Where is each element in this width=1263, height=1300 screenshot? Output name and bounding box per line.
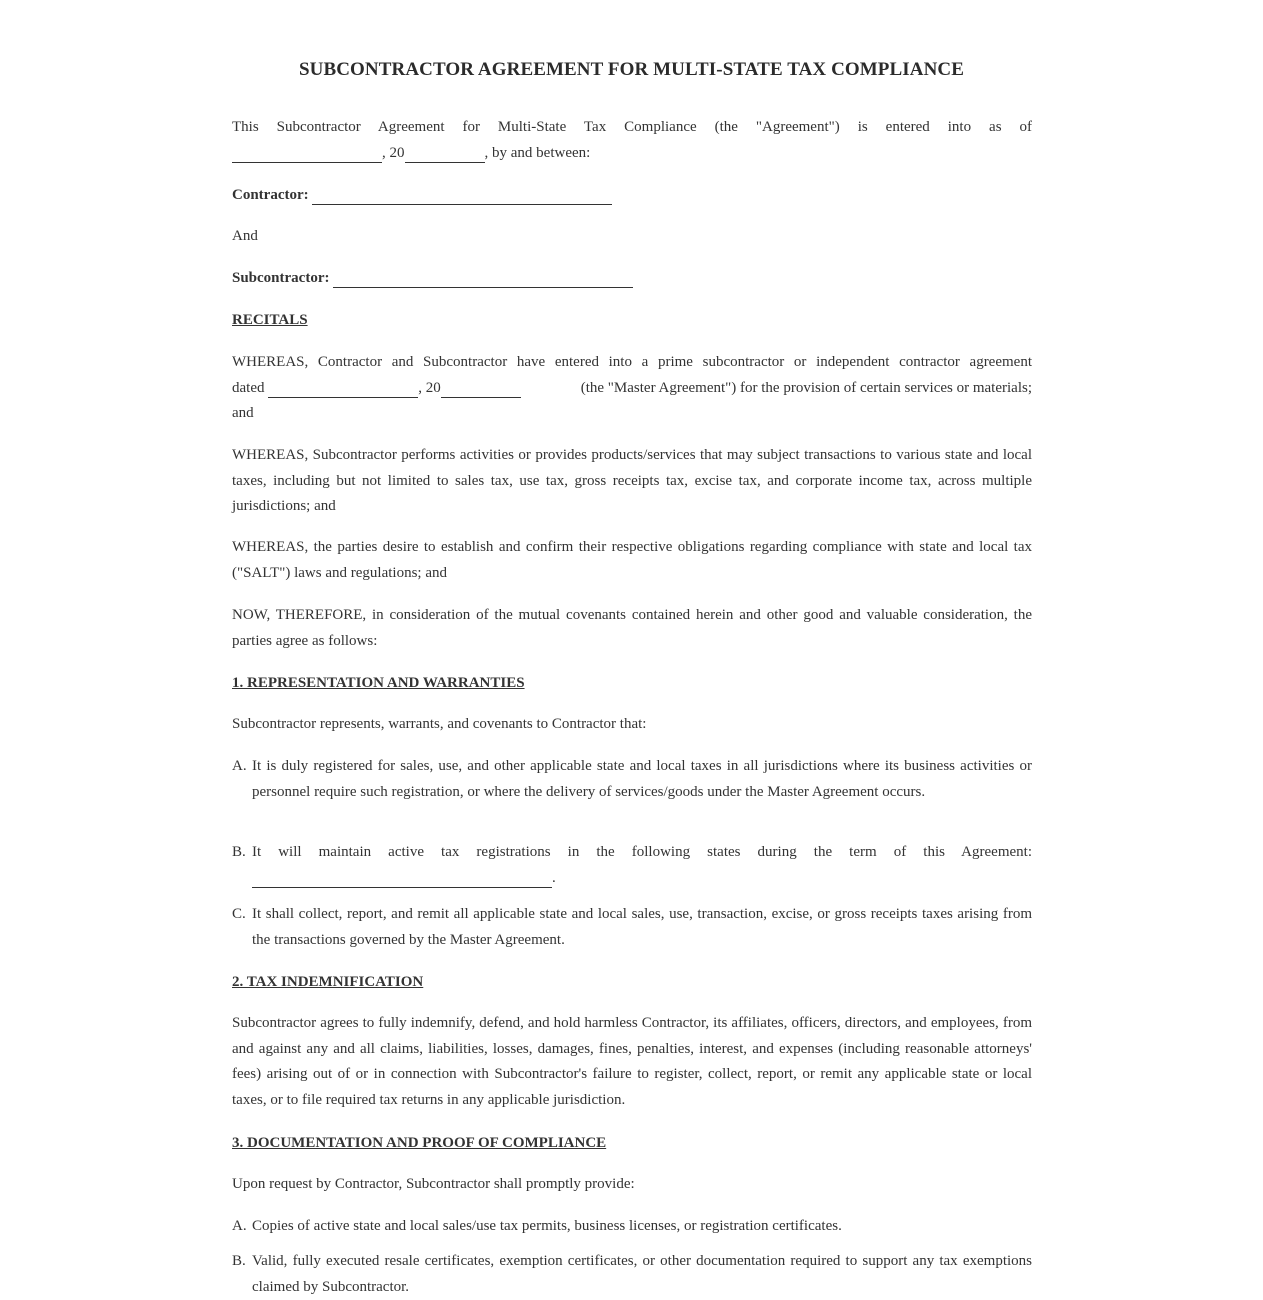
master-agreement-text: (the "Master Agreement") for the provision of certain services or materials; — [580, 379, 1032, 396]
dated-label: dated — [232, 379, 265, 396]
section-1-lead: Subcontractor represents, warrants, and covenants to Contractor that: — [232, 716, 647, 732]
section-1-item-b — [232, 840, 1032, 891]
whereas-1 — [232, 350, 1032, 427]
whereas-2: WHEREAS, Subcontractor performs activities or provides products/services that may subject transactions to various state and local taxes, including but not limited to sales tax, use tax, gross receipts tax, excise tax, and corporate income tax, across multiple jurisdictions; and — [232, 447, 1032, 515]
section-1-heading: 1. REPRESENTATION AND WARRANTIES — [232, 675, 525, 691]
section-3-item-a — [232, 1214, 1032, 1240]
item-text: Copies of active state and local sales/use tax permits, business licenses, or registration certificates. — [252, 1218, 842, 1234]
intro-text: This Subcontractor Agreement for Multi-State Tax Compliance (the "Agreement") is entered into as of — [232, 119, 1032, 135]
item-text: It is duly registered for sales, use, and other applicable state and local taxes in all jurisdictions where its business activities or personnel require such registration, or where the delivery of services/goods under the Master Agreement occurs. — [252, 758, 1032, 800]
whereas-1-line-2 — [232, 376, 1032, 402]
item-marker: B. — [232, 844, 246, 860]
subcontractor-label: Subcontractor: — [232, 270, 330, 286]
and-text: And — [232, 228, 258, 244]
document-title: SUBCONTRACTOR AGREEMENT FOR MULTI-STATE TAX COMPLIANCE — [298, 59, 965, 80]
subcontractor-line — [232, 266, 1032, 292]
section-3-item-b — [232, 1249, 1032, 1300]
item-end-period: . — [552, 869, 556, 886]
section-2-text: Subcontractor agrees to fully indemnify, defend, and hold harmless Contractor, its affiliates, officers, directors, and employees, from and against any and all claims, liabilities, losses, damages, fines, penalties, interest, and expenses (including reasonable attorneys' fees) arising out of or in connection with Subcontractor's failure to register, collect, report, or remit any applicable state or local taxes, or to file required tax returns in any applicable jurisdiction. — [232, 1015, 1032, 1108]
section-1-item-a — [232, 754, 1032, 805]
item-text: It shall collect, report, and remit all applicable state and local sales, use, transaction, excise, or gross receipts taxes arising from the transactions governed by the Master Agreement. — [252, 906, 1032, 948]
whereas-3: WHEREAS, the parties desire to establish and confirm their respective obligations regarding compliance with state and local tax ("SALT") laws and regulations; and — [232, 539, 1032, 581]
subcontractor-name-blank[interactable] — [333, 269, 633, 288]
contractor-line — [232, 183, 1032, 209]
section-3-lead: Upon request by Contractor, Subcontractor shall promptly provide: — [232, 1176, 635, 1192]
master-year-prefix: , 20 — [418, 379, 441, 396]
contractor-label: Contractor: — [232, 187, 309, 203]
section-2-heading: 2. TAX INDEMNIFICATION — [232, 974, 424, 990]
whereas-1-line-3: and — [232, 405, 254, 422]
master-year-blank[interactable] — [441, 379, 521, 398]
master-date-blank[interactable] — [268, 379, 418, 398]
contractor-name-blank[interactable] — [312, 186, 612, 205]
item-marker: C. — [232, 906, 246, 922]
section-1-item-c — [232, 902, 1032, 953]
item-marker: A. — [232, 1218, 247, 1234]
recitals-heading: RECITALS — [232, 312, 308, 328]
section-3-heading: 3. DOCUMENTATION AND PROOF OF COMPLIANCE — [232, 1135, 607, 1151]
intro-suffix: , by and between: — [484, 144, 591, 161]
intro-paragraph — [232, 115, 1032, 166]
item-text: Valid, fully executed resale certificates, exemption certificates, or other documentation required to support any tax exemptions claimed by Subcontractor. — [252, 1253, 1032, 1295]
whereas-1-line-1: WHEREAS, Contractor and Subcontractor have entered into a prime subcontractor or independent contractor agreement — [232, 354, 1032, 370]
date-blank[interactable] — [232, 144, 382, 163]
item-marker: A. — [232, 758, 247, 774]
states-blank[interactable] — [252, 869, 552, 888]
year-blank[interactable] — [405, 144, 485, 163]
item-text: It will maintain active tax registrations in the following states during the term of this Agreement: — [252, 844, 1032, 860]
intro-year-prefix: , 20 — [382, 144, 405, 161]
item-marker: B. — [232, 1253, 246, 1269]
now-therefore: NOW, THEREFORE, in consideration of the mutual covenants contained herein and other good and valuable consideration, the parties agree as follows: — [232, 607, 1032, 649]
